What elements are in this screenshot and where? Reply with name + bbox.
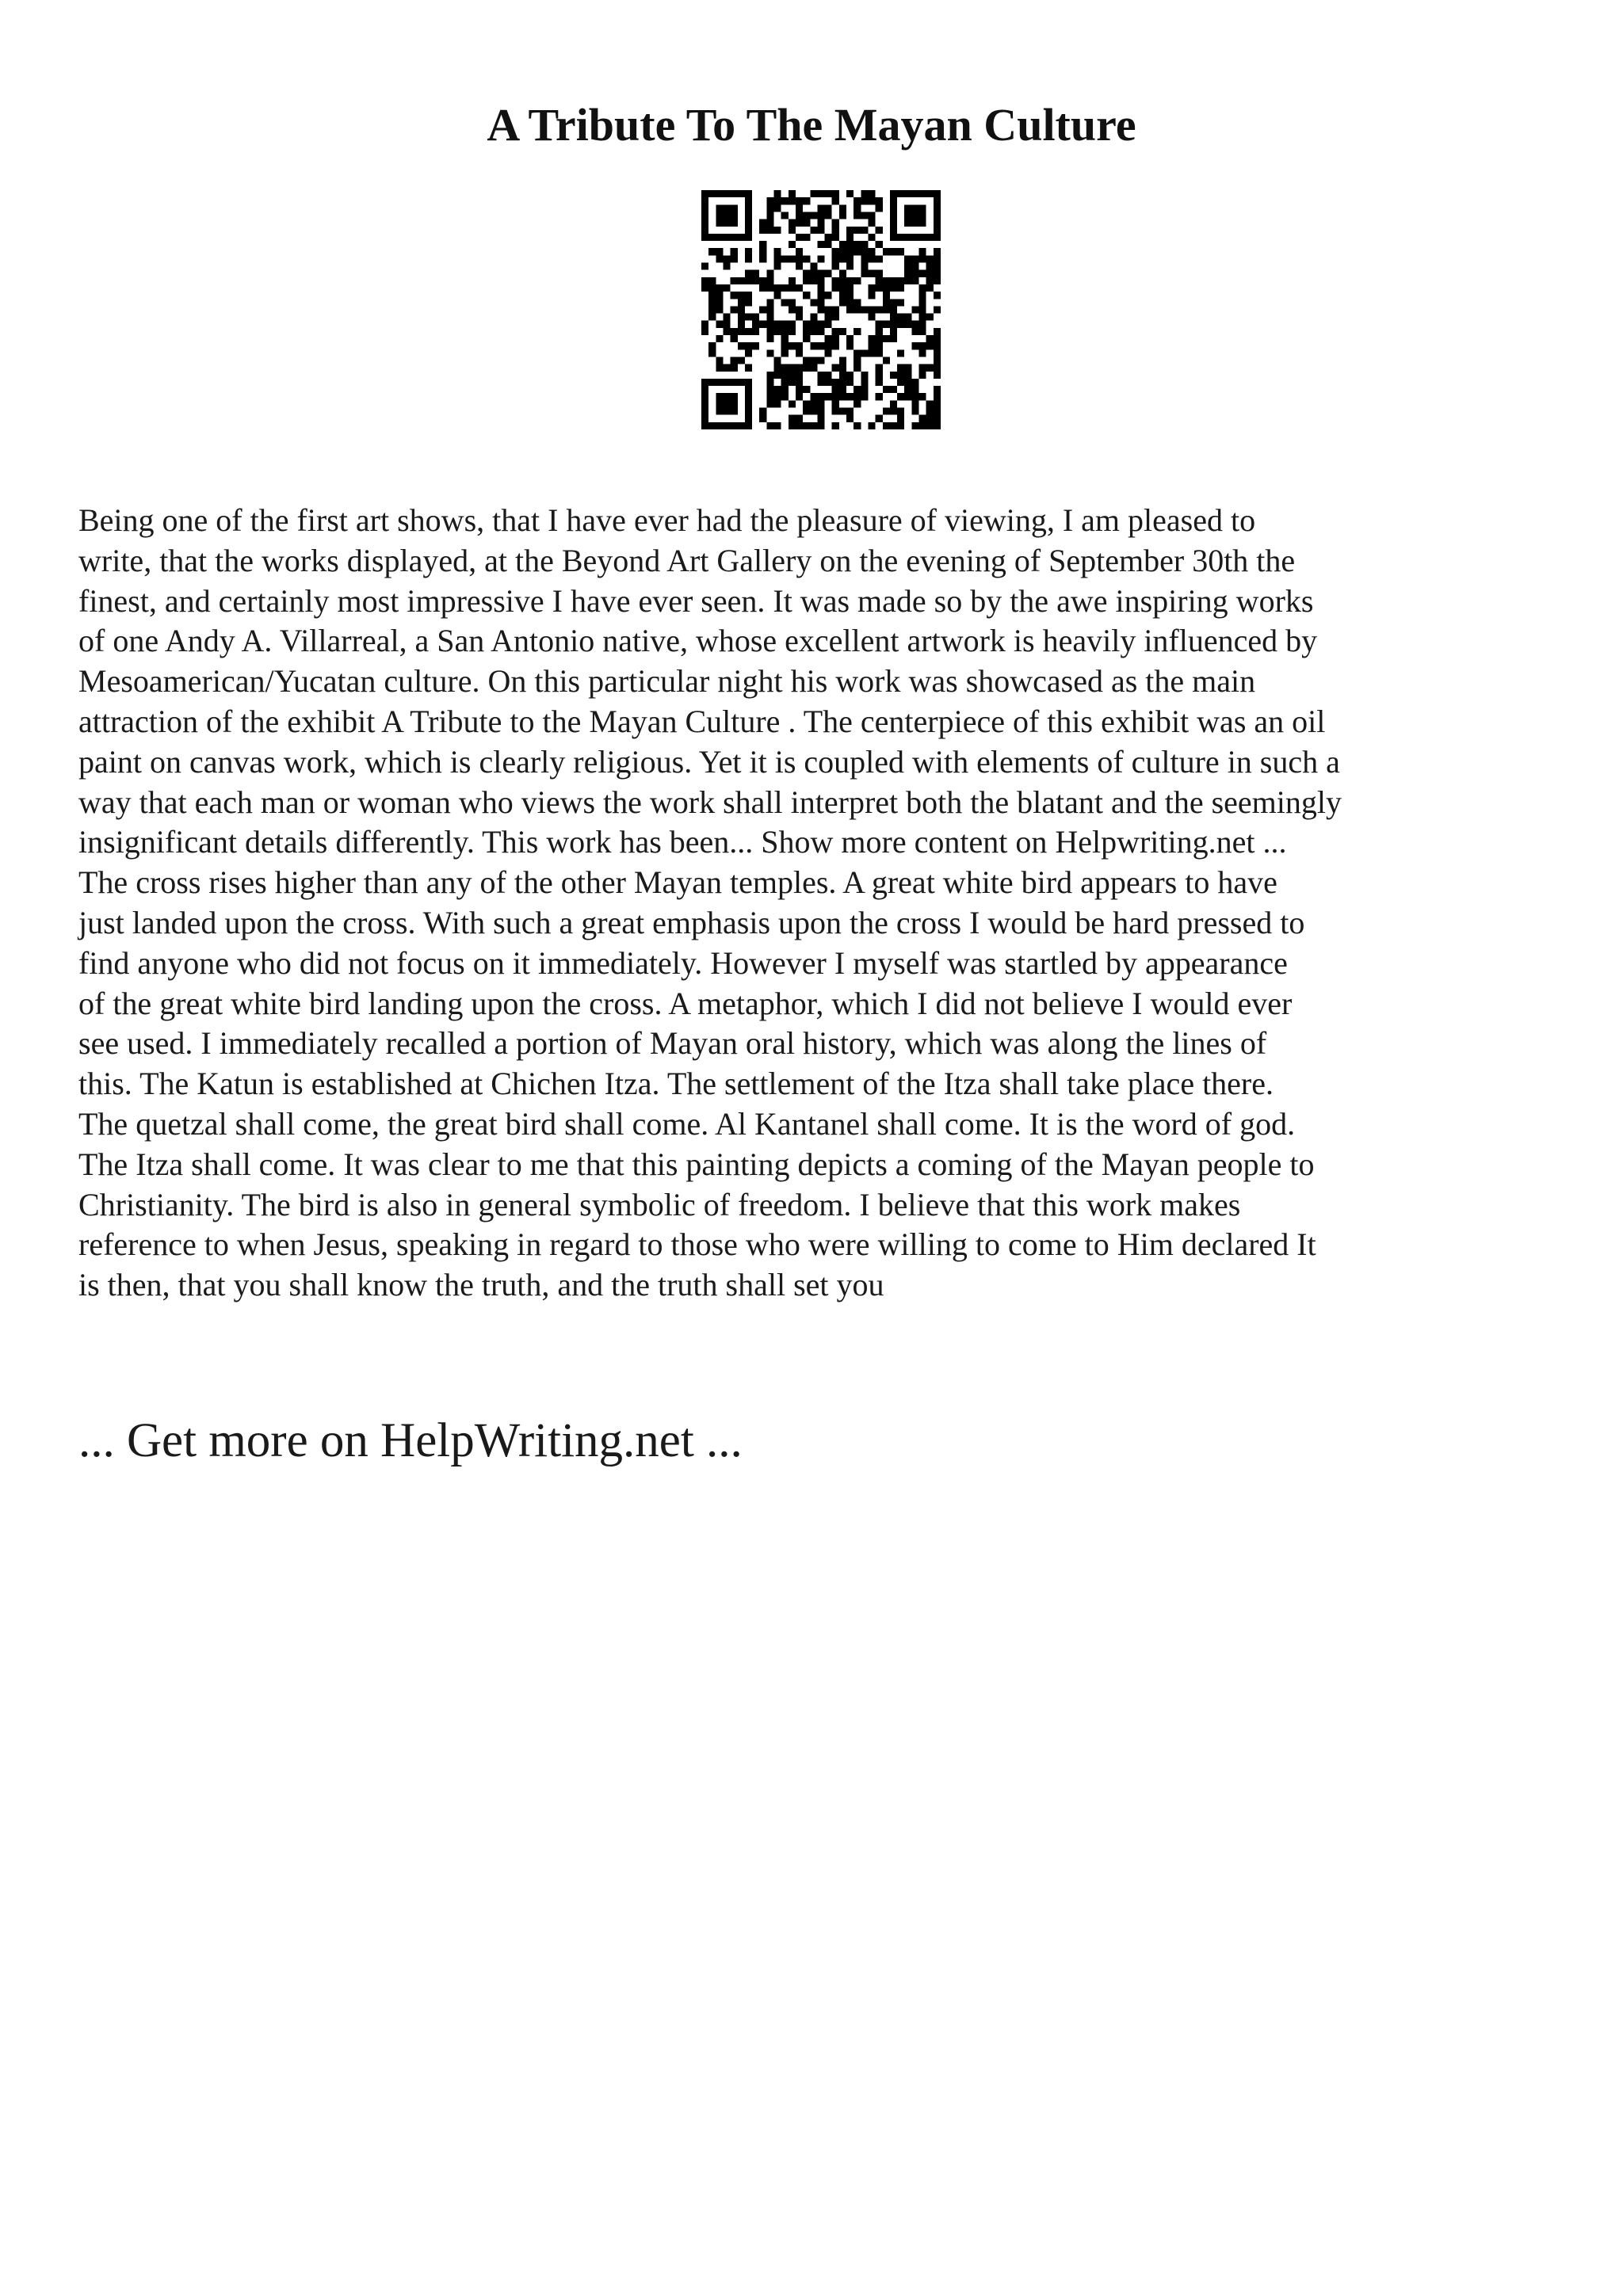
body-text-line: way that each man or woman who views the work shall interpret both the blatant and the seemingly <box>78 784 1342 820</box>
body-text-line: The quetzal shall come, the great bird shall come. Al Kantanel shall come. It is the word of god. <box>78 1105 1296 1142</box>
body-text-line: The Itza shall come. It was clear to me that this painting depicts a coming of the Mayan people to <box>78 1146 1315 1182</box>
body-text-line: Mesoamerican/Yucatan culture. On this particular night his work was showcased as the main <box>78 663 1256 700</box>
body-text-line: find anyone who did not focus on it immediately. However I myself was startled by appearance <box>78 944 1288 981</box>
body-text-line: Being one of the first art shows, that I have ever had the pleasure of viewing, I am pleased to <box>78 502 1256 538</box>
body-text-line: this. The Katun is established at Chichen Itza. The settlement of the Itza shall take place there. <box>78 1066 1274 1102</box>
body-text-line: see used. I immediately recalled a portion of Mayan oral history, which was along the lines of <box>78 1025 1267 1062</box>
get-more-link[interactable]: ... Get more on HelpWriting.net ... <box>78 1414 743 1467</box>
body-text-line: finest, and certainly most impressive I have ever seen. It was made so by the awe inspiring works <box>78 582 1314 619</box>
page-title: A Tribute To The Mayan Culture <box>487 99 1136 151</box>
body-text-line: Christianity. The bird is also in general symbolic of freedom. I believe that this work makes <box>78 1186 1241 1222</box>
body-text-line: just landed upon the cross. With such a great emphasis upon the cross I would be hard pressed to <box>78 904 1305 940</box>
body-text-line: The cross rises higher than any of the other Mayan temples. A great white bird appears to have <box>78 864 1277 901</box>
qr-code-icon <box>701 190 941 429</box>
body-text-line: insignificant details differently. This work has been... Show more content on Helpwriting.net ... <box>78 824 1287 860</box>
body-text-line: write, that the works displayed, at the Beyond Art Gallery on the evening of September 30th the <box>78 542 1296 578</box>
body-text-line: attraction of the exhibit A Tribute to the Mayan Culture . The centerpiece of this exhibit was an oil <box>78 703 1326 739</box>
body-text-line: of the great white bird landing upon the cross. A metaphor, which I did not believe I would ever <box>78 985 1293 1021</box>
body-text-line: reference to when Jesus, speaking in regard to those who were willing to come to Him declared It <box>78 1226 1316 1263</box>
article-body <box>78 501 1568 1306</box>
body-text-line: paint on canvas work, which is clearly religious. Yet it is coupled with elements of culture in such a <box>78 743 1340 780</box>
body-text-line: of one Andy A. Villarreal, a San Antonio native, whose excellent artwork is heavily influenced by <box>78 623 1318 659</box>
body-text-line: is then, that you shall know the truth, and the truth shall set you <box>78 1267 884 1303</box>
